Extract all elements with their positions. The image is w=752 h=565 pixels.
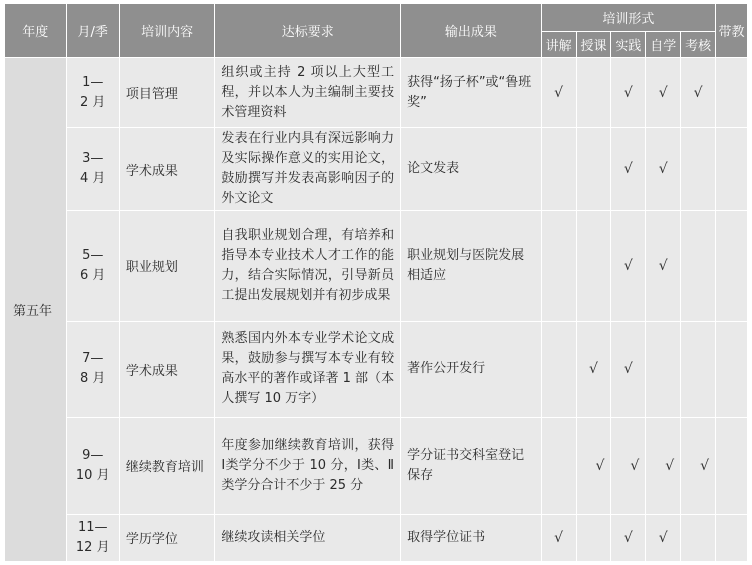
check-practice: √ bbox=[611, 210, 646, 321]
check-assessment bbox=[681, 128, 716, 210]
header-month: 月/季 bbox=[66, 4, 119, 58]
table-row bbox=[5, 210, 748, 321]
month-start: 9— bbox=[82, 447, 104, 463]
check-practice: √ bbox=[611, 321, 646, 418]
mentor-cell bbox=[716, 321, 748, 418]
month-end: 8 月 bbox=[80, 371, 106, 387]
content-cell: 职业规划 bbox=[119, 210, 214, 321]
month-cell bbox=[66, 514, 119, 561]
month-end: 4 月 bbox=[80, 171, 106, 187]
check-lecture bbox=[541, 210, 576, 321]
content-cell: 学历学位 bbox=[119, 514, 214, 561]
output-cell: 学分证书交科室登记保存 bbox=[401, 418, 542, 515]
output-cell: 职业规划与医院发展相适应 bbox=[401, 210, 542, 321]
content-cell: 继续教育培训 bbox=[119, 418, 214, 515]
check-self-study: √ bbox=[646, 210, 681, 321]
header-form-teaching: 授课 bbox=[576, 32, 611, 58]
requirement-cell: 熟悉国内外本专业学术论文成果，鼓励参与撰写本专业有较高水平的著作或译著 1 部（本人撰写 10 万字） bbox=[215, 321, 401, 418]
check-self-study: √ bbox=[646, 514, 681, 561]
mentor-cell bbox=[716, 418, 748, 515]
year-cell: 第五年 bbox=[5, 58, 67, 562]
content-cell: 学术成果 bbox=[119, 128, 214, 210]
training-plan-table bbox=[4, 3, 748, 562]
check-assessment: √ bbox=[681, 58, 716, 128]
header-form-practice: 实践 bbox=[611, 32, 646, 58]
check-teaching bbox=[576, 514, 611, 561]
requirement-cell: 年度参加继续教育培训，获得Ⅰ类学分不少于 10 分，Ⅰ类、Ⅱ类学分合计不少于 25 分 bbox=[215, 418, 401, 515]
check-practice: √ bbox=[611, 514, 646, 561]
check-assessment bbox=[681, 210, 716, 321]
table-row bbox=[5, 514, 748, 561]
check-teaching: √ bbox=[576, 321, 611, 418]
month-cell bbox=[66, 418, 119, 515]
header-year: 年度 bbox=[5, 4, 67, 58]
month-cell bbox=[66, 210, 119, 321]
month-start: 3— bbox=[82, 151, 104, 167]
month-start: 1— bbox=[82, 74, 104, 90]
requirement-cell: 自我职业规划合理，有培养和指导本专业技术人才工作的能力，结合实际情况，引导新员工提出发展规划并有初步成果 bbox=[215, 210, 401, 321]
check-lecture bbox=[541, 128, 576, 210]
check-self-study: √ bbox=[646, 418, 681, 515]
month-cell bbox=[66, 321, 119, 418]
check-assessment bbox=[681, 321, 716, 418]
month-start: 11— bbox=[77, 519, 108, 535]
month-end: 10 月 bbox=[75, 467, 110, 483]
header-form-group: 培训形式 bbox=[541, 4, 715, 32]
check-teaching bbox=[576, 58, 611, 128]
header-form-assessment: 考核 bbox=[681, 32, 716, 58]
content-cell: 项目管理 bbox=[119, 58, 214, 128]
header-output: 输出成果 bbox=[401, 4, 542, 58]
check-practice: √ bbox=[611, 418, 646, 515]
month-end: 6 月 bbox=[80, 267, 106, 283]
table-row bbox=[5, 321, 748, 418]
mentor-cell bbox=[716, 128, 748, 210]
check-self-study: √ bbox=[646, 58, 681, 128]
output-cell: 取得学位证书 bbox=[401, 514, 542, 561]
header-mentor: 带教 bbox=[716, 4, 748, 58]
output-cell: 著作公开发行 bbox=[401, 321, 542, 418]
check-practice: √ bbox=[611, 128, 646, 210]
check-lecture: √ bbox=[541, 58, 576, 128]
month-cell bbox=[66, 58, 119, 128]
table-row bbox=[5, 128, 748, 210]
month-end: 12 月 bbox=[75, 539, 110, 555]
header-requirement: 达标要求 bbox=[215, 4, 401, 58]
month-cell bbox=[66, 128, 119, 210]
check-lecture bbox=[541, 321, 576, 418]
check-lecture bbox=[541, 418, 576, 515]
requirement-cell: 继续攻读相关学位 bbox=[215, 514, 401, 561]
check-teaching: √ bbox=[576, 418, 611, 515]
mentor-cell bbox=[716, 58, 748, 128]
month-end: 2 月 bbox=[80, 94, 106, 110]
output-cell: 获得“扬子杯”或“鲁班奖” bbox=[401, 58, 542, 128]
check-assessment: √ bbox=[681, 418, 716, 515]
header-content: 培训内容 bbox=[119, 4, 214, 58]
check-teaching bbox=[576, 128, 611, 210]
header-form-self-study: 自学 bbox=[646, 32, 681, 58]
requirement-cell: 组织或主持 2 项以上大型工程，并以本人为主编制主要技术管理资料 bbox=[215, 58, 401, 128]
content-cell: 学术成果 bbox=[119, 321, 214, 418]
mentor-cell bbox=[716, 514, 748, 561]
mentor-cell bbox=[716, 210, 748, 321]
check-practice: √ bbox=[611, 58, 646, 128]
check-lecture: √ bbox=[541, 514, 576, 561]
requirement-cell: 发表在行业内具有深远影响力及实际操作意义的实用论文，鼓励撰写并发表高影响因子的外文论文 bbox=[215, 128, 401, 210]
header-form-lecture: 讲解 bbox=[541, 32, 576, 58]
check-assessment bbox=[681, 514, 716, 561]
output-cell: 论文发表 bbox=[401, 128, 542, 210]
check-self-study: √ bbox=[646, 128, 681, 210]
header-row-top bbox=[5, 4, 748, 32]
check-self-study bbox=[646, 321, 681, 418]
month-start: 5— bbox=[82, 247, 104, 263]
table-row bbox=[5, 58, 748, 128]
table-row bbox=[5, 418, 748, 515]
check-teaching bbox=[576, 210, 611, 321]
month-start: 7— bbox=[82, 351, 104, 367]
